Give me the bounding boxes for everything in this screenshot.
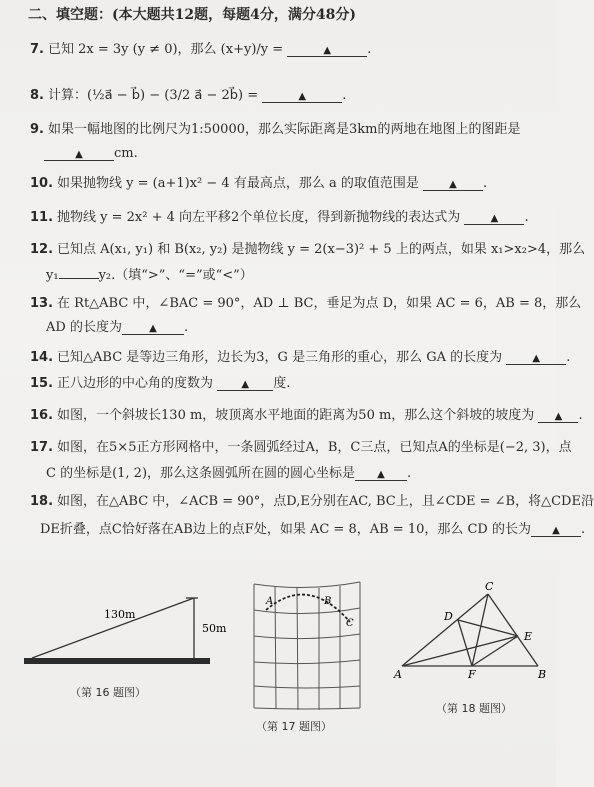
question-7: 7. 已知 2x = 3y (y ≠ 0)，那么 (x+y)/y = ▲ .: [30, 42, 372, 57]
figure-18-caption: （第 18 题图）: [436, 702, 512, 715]
answer-blank[interactable]: ▲: [44, 146, 114, 161]
question-10: 10. 如果抛物线 y = (a+1)x² − 4 有最高点，那么 a 的取值范围是 ▲ .: [30, 176, 488, 191]
answer-blank[interactable]: ▲: [217, 376, 273, 391]
question-18-cont: DE折叠，点C恰好落在AB边上的点F处，如果 AC = 8，AB = 10，那么 CD 的长为 ▲ .: [40, 522, 586, 537]
answer-blank[interactable]: ▲: [287, 42, 367, 57]
answer-blank[interactable]: ▲: [122, 320, 184, 335]
answer-blank[interactable]: ▲: [531, 522, 581, 537]
question-8: 8. 计算：(½a⃗ − b⃗) − (3/2 a⃗ − 2b⃗) = ▲ .: [30, 88, 347, 103]
answer-blank[interactable]: ▲: [423, 176, 483, 191]
question-16: 16. 如图，一个斜坡长130 m，坡顶离水平地面的距离为50 m，那么这个斜坡的坡度为 ▲ .: [30, 408, 583, 423]
answer-blank[interactable]: ▲: [506, 350, 566, 365]
question-14: 14. 已知△ABC 是等边三角形，边长为3，G 是三角形的重心，那么 GA 的长度为 ▲ .: [30, 350, 571, 365]
answer-blank[interactable]: [59, 264, 99, 279]
question-13: 13. 在 Rt△ABC 中，∠BAC = 90°，AD ⊥ BC，垂足为点 D，如果 AC = 6，AB = 8，那么: [30, 296, 582, 311]
point-a-label: A: [266, 596, 274, 607]
section-heading: 二、填空题：(本大题共12题，每题4分，满分48分): [28, 7, 356, 23]
figure-18-triangle: [392, 578, 552, 684]
slope-length-label: 130m: [104, 608, 136, 621]
point-b-label: B: [324, 596, 332, 607]
question-18: 18. 如图，在△ABC 中，∠ACB = 90°，点D,E分别在AC, BC上，且∠CDE = ∠B，将△CDE沿: [30, 494, 594, 509]
figure-17-caption: （第 17 题图）: [256, 720, 332, 733]
point-f-label: F: [468, 668, 476, 681]
answer-blank[interactable]: ▲: [464, 210, 524, 225]
question-17-cont: C 的坐标是(1, 2)，那么这条圆弧所在圆的圆心坐标是 ▲ .: [46, 466, 412, 481]
question-9-cont: ▲ cm.: [44, 146, 138, 161]
question-12-cont: y₁ y₂.（填“>”、“=”或“<”）: [46, 264, 253, 283]
height-label: 50m: [202, 622, 227, 635]
point-a-label: A: [394, 668, 402, 681]
point-e-label: E: [524, 630, 533, 643]
question-13-cont: AD 的长度为 ▲ .: [46, 320, 189, 335]
question-9: 9. 如果一幅地图的比例尺为1:50000，那么实际距离是3km的两地在地图上的图距是: [30, 122, 521, 137]
answer-blank[interactable]: ▲: [538, 408, 578, 423]
question-15: 15. 正八边形的中心角的度数为 ▲ 度.: [30, 376, 291, 391]
answer-blank[interactable]: ▲: [262, 88, 342, 103]
question-11: 11. 抛物线 y = 2x² + 4 向左平移2个单位长度，得到新抛物线的表达式为 ▲ .: [30, 210, 529, 225]
point-b-label: B: [538, 668, 547, 681]
point-c-label: C: [346, 618, 354, 629]
question-17: 17. 如图，在5×5正方形网格中，一条圆弧经过A，B，C三点，已知点A的坐标是(−2, 3)，点: [30, 440, 572, 455]
point-d-label: D: [444, 610, 453, 623]
figure-16-slope: [22, 586, 227, 678]
figure-16-caption: （第 16 题图）: [70, 686, 146, 699]
figure-17-grid: [246, 578, 368, 712]
point-c-label: C: [485, 580, 494, 593]
question-12: 12. 已知点 A(x₁, y₁) 和 B(x₂, y₂) 是抛物线 y = 2(x−3)² + 5 上的两点，如果 x₁>x₂>4，那么: [30, 242, 586, 257]
answer-blank[interactable]: ▲: [355, 466, 407, 481]
